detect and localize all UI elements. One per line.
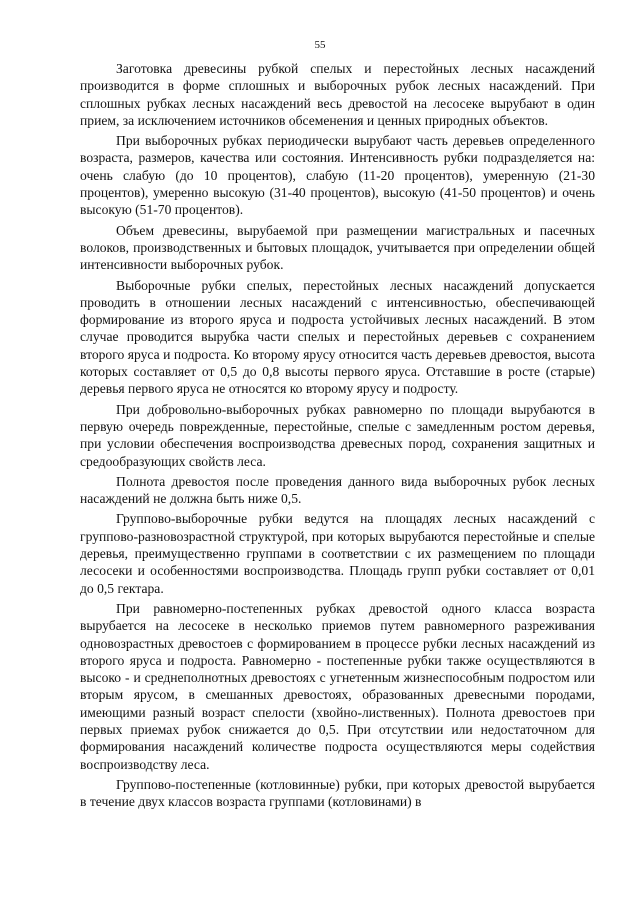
paragraph: Заготовка древесины рубкой спелых и перестойных лесных насаждений производится в форме сплошных и выборочных рубок лесных насаждений. При сплошных рубках лесных насаждений весь древостой на лесосеке вырубают в один прием, за исключением источников обсеменения и ценных природных объектов. [80,61,595,128]
page-number: 55 [314,39,326,51]
paragraph: Выборочные рубки спелых, перестойных лесных насаждений допускается проводить в отношении лесных насаждений с интенсивностью, обеспечивающей формирование из второго яруса и подроста устойчивых лесных насаждений. В этом случае проводится вырубка части спелых и перестойных деревьев с сохранением второго яруса и подроста. Ко второму ярусу относится часть деревьев древостоя, высота которых составляет от 0,5 до 0,8 высоты первого яруса. Отставшие в росте (старые) деревья первого яруса не относятся ко второму ярусу и подросту. [80,277,595,397]
paragraph: При выборочных рубках периодически вырубают часть деревьев определенного возраста, размеров, качества или состояния. Интенсивность рубки подразделяется на: очень слабую (до 10 процентов), слабую (11-20 процентов), умеренную (21-30 процентов), умеренно высокую (31-40 процентов), высокую (41-50 процентов) и очень высокую (51-70 процентов). [80,133,595,218]
paragraph: При равномерно-постепенных рубках древостой одного класса возраста вырубается на лесосеке в несколько приемов путем равномерного разреживания одновозрастных древостоев с формированием в процессе рубки лесных насаждений из второго яруса и подроста. Равномерно - постепенные рубки также осуществляются в высоко - и среднеполнотных древостоях с угнетенным жизнеспособным подростом или вторым ярусом, в смешанных древостоях, образованных древесными породами, имеющими разный возраст спелости (хвойно-лиственных). Полнота древостоев при первых приемах рубок снижается до 0,5. При отсутствии или недостаточном для формирования насаждений количестве подроста осуществляются меры содействия воспроизводству леса. [80,600,595,772]
paragraph: Группово-постепенные (котловинные) рубки, при которых древостой вырубается в течение двух классов возраста группами (котловинами) в [80,776,595,810]
body-text [80,60,595,810]
paragraph: При добровольно-выборочных рубках равномерно по площади вырубаются в первую очередь поврежденные, перестойные, спелые с замедленным ростом деревья, при условии обеспечения воспроизводства древесных пород, сохранения защитных и средообразующих свойств леса. [80,401,595,469]
paragraph: Полнота древостоя после проведения данного вида выборочных рубок лесных насаждений не должна быть ниже 0,5. [80,473,595,507]
paragraph: Объем древесины, вырубаемой при размещении магистральных и пасечных волоков, производственных и бытовых площадок, учитывается при определении общей интенсивности выборочных рубок. [80,222,595,273]
paragraph: Группово-выборочные рубки ведутся на площадях лесных насаждений с группово-разновозрастной структурой, при которых вырубаются перестойные и спелые деревья, преимущественно группами в соответствии с их размещением по площади лесосеки и особенностями воспроизводства. Площадь групп рубки составляет от 0,01 до 0,5 гектара. [80,511,595,596]
